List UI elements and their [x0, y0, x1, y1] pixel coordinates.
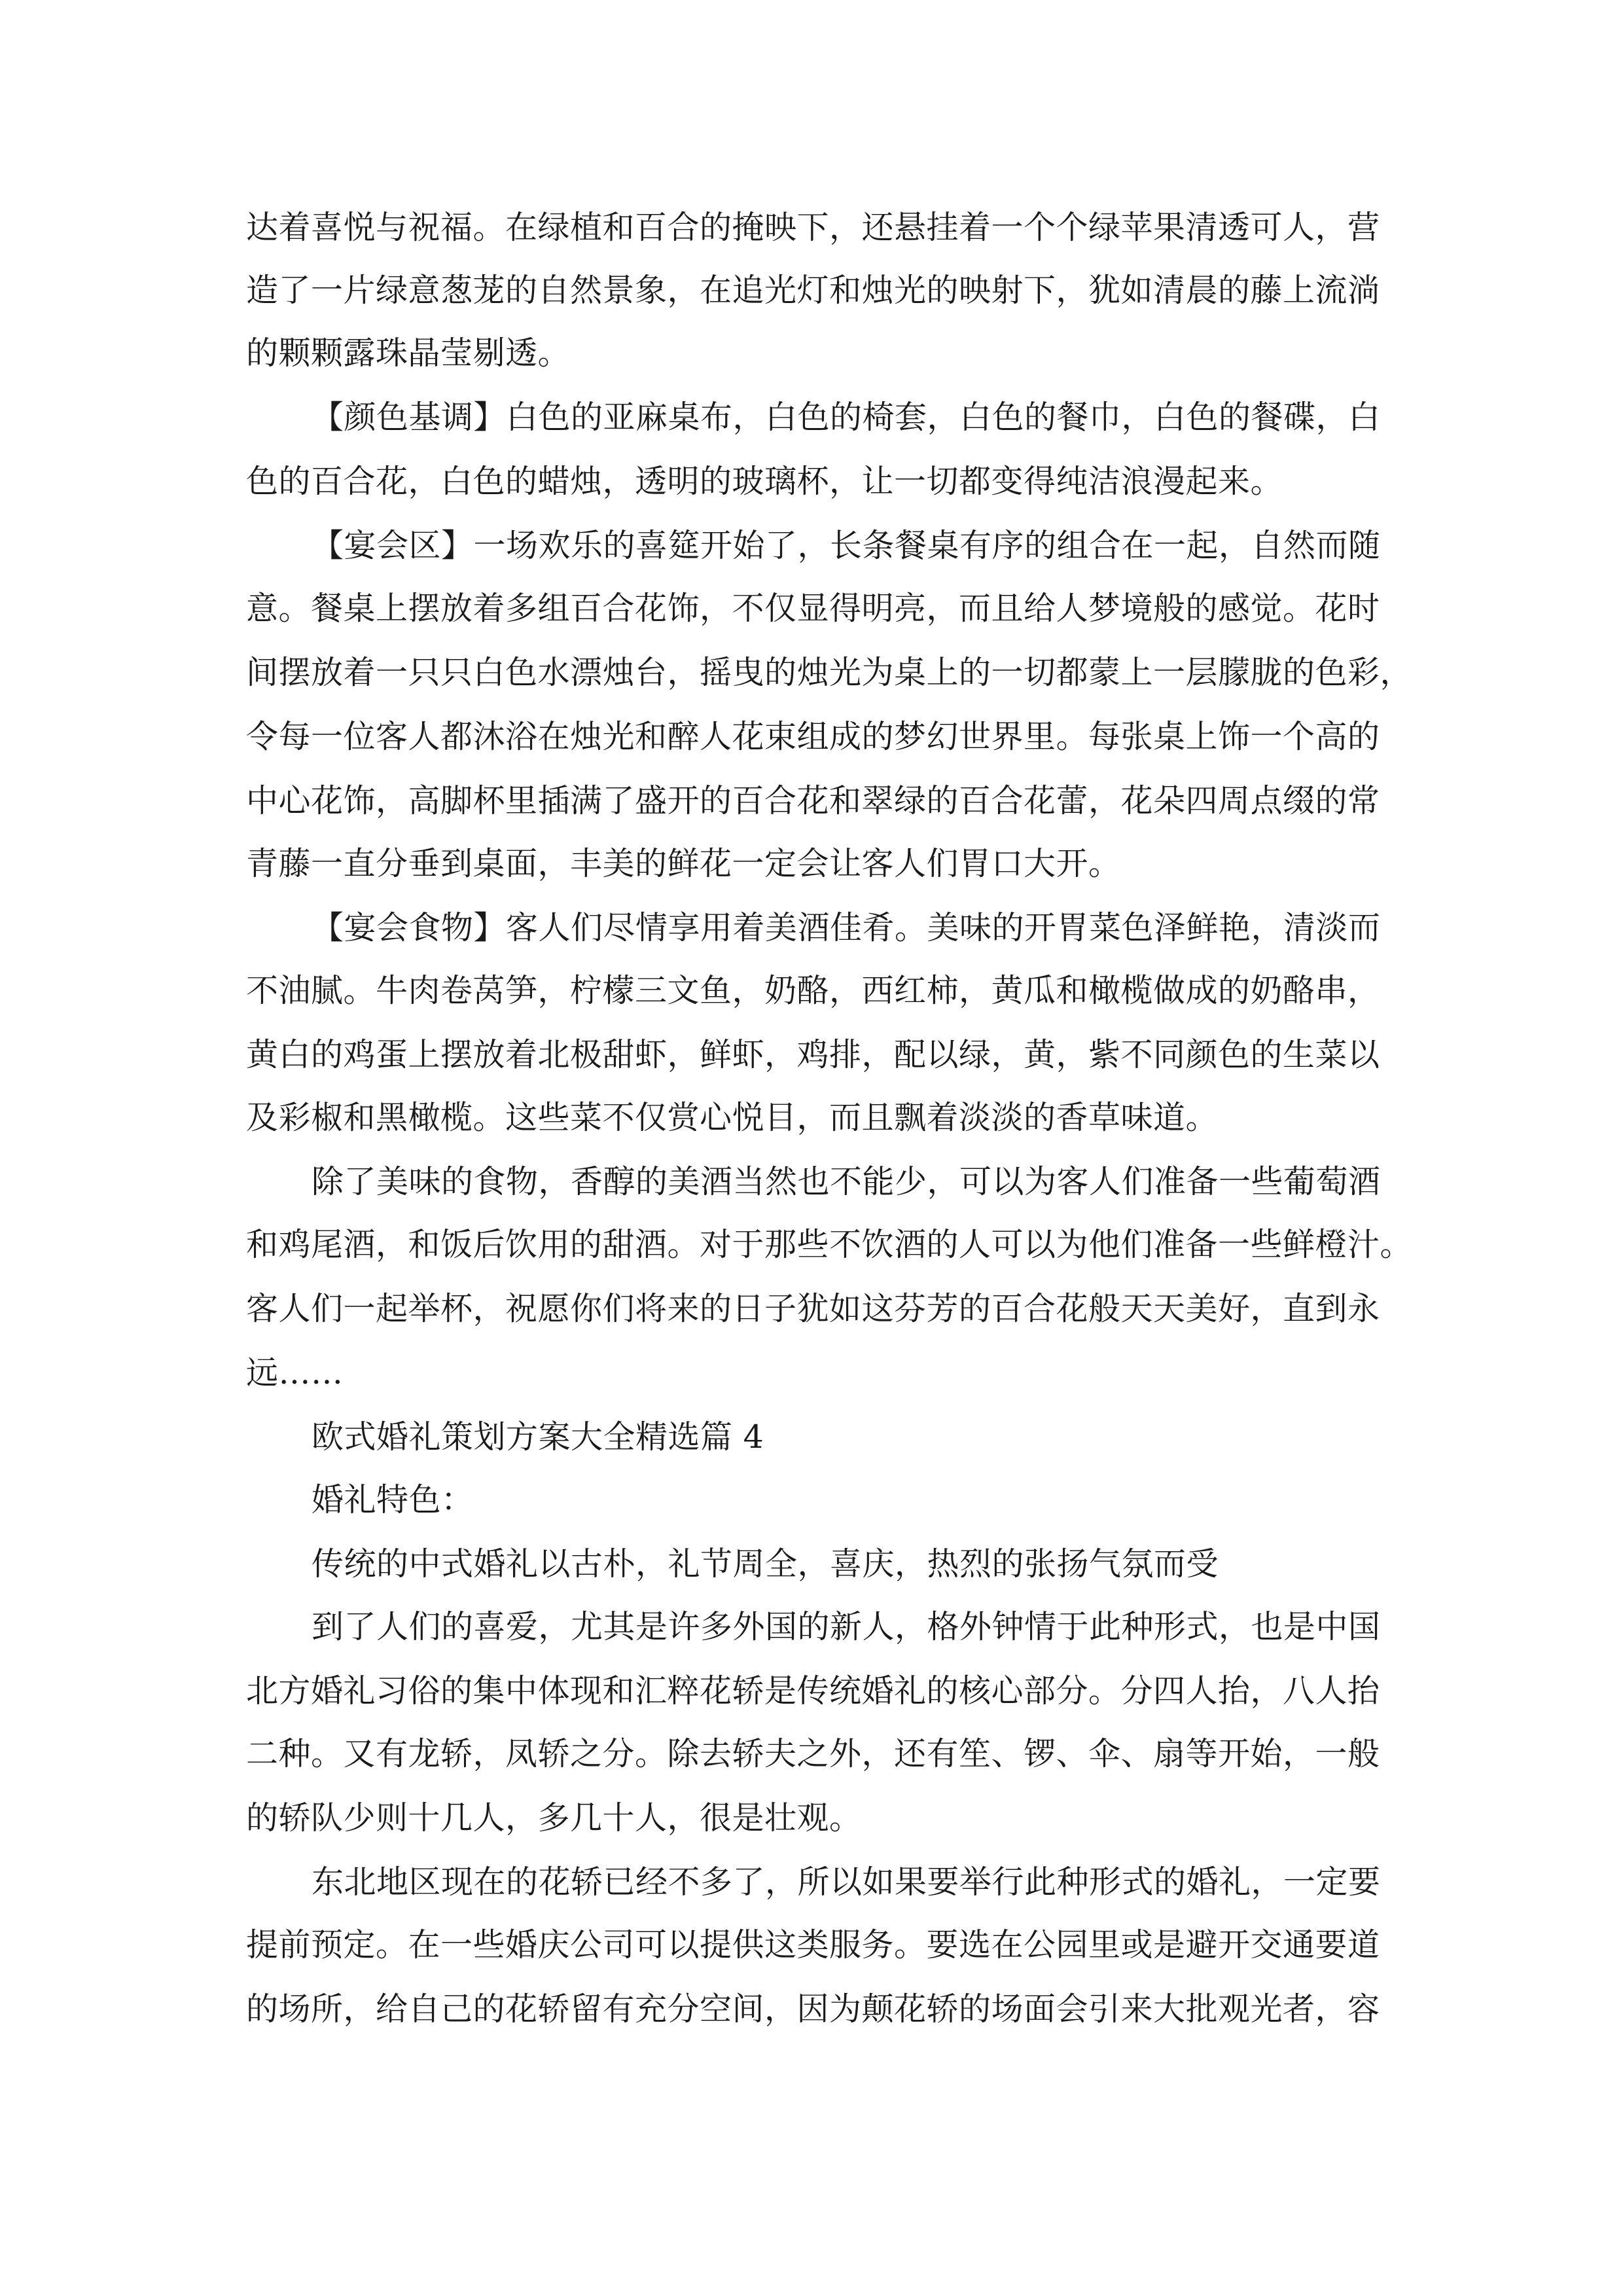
text-line: 黄白的鸡蛋上摆放着北极甜虾，鲜虾，鸡排，配以绿，黄，紫不同颜色的生菜以	[246, 1036, 1380, 1073]
text-line: 令每一位客人都沐浴在烛光和醉人花束组成的梦幻世界里。每张桌上饰一个高的	[246, 718, 1380, 755]
text-line: 【宴会区】一场欢乐的喜筵开始了，长条餐桌有序的组合在一起，自然而随	[312, 527, 1381, 564]
text-line: 远……	[246, 1354, 344, 1391]
text-line: 除了美味的食物，香醇的美酒当然也不能少，可以为客人们准备一些葡萄酒	[312, 1163, 1381, 1200]
text-line: 达着喜悦与祝福。在绿植和百合的掩映下，还悬挂着一个个绿苹果清透可人，营	[246, 209, 1380, 246]
text-line: 【颜色基调】白色的亚麻桌布，白色的椅套，白色的餐巾，白色的餐碟，白	[312, 399, 1381, 436]
text-line: 提前预定。在一些婚庆公司可以提供这类服务。要选在公园里或是避开交通要道	[246, 1926, 1380, 1964]
text-line: 中心花饰，高脚杯里插满了盛开的百合花和翠绿的百合花蕾，花朵四周点缀的常	[246, 782, 1380, 819]
text-line: 间摆放着一只只白色水漂烛台，摇曳的烛光为桌上的一切都蒙上一层朦胧的色彩，	[246, 654, 1413, 691]
text-line: 婚礼特色：	[312, 1481, 474, 1518]
text-line: 和鸡尾酒，和饭后饮用的甜酒。对于那些不饮酒的人可以为他们准备一些鲜橙汁。	[246, 1226, 1413, 1263]
text-line: 的场所，给自己的花轿留有充分空间，因为颠花轿的场面会引来大批观光者，容	[246, 1990, 1380, 2028]
text-line: 东北地区现在的花轿已经不多了，所以如果要举行此种形式的婚礼，一定要	[312, 1863, 1381, 1901]
text-line: 造了一片绿意葱茏的自然景象，在追光灯和烛光的映射下，犹如清晨的藤上流淌	[246, 272, 1380, 309]
text-line: 到了人们的喜爱，尤其是许多外国的新人，格外钟情于此种形式，也是中国	[312, 1608, 1381, 1645]
text-line: 青藤一直分垂到桌面，丰美的鲜花一定会让客人们胃口大开。	[246, 845, 1121, 882]
text-line: 的颗颗露珠晶莹剔透。	[246, 334, 571, 372]
text-line: 传统的中式婚礼以古朴，礼节周全，喜庆，热烈的张扬气氛而受	[312, 1545, 1219, 1583]
text-line: 【宴会食物】客人们尽情享用着美酒佳肴。美味的开胃菜色泽鲜艳，清淡而	[312, 909, 1381, 946]
section-heading: 欧式婚礼策划方案大全精选篇 4	[312, 1418, 764, 1456]
text-line: 北方婚礼习俗的集中体现和汇粹花轿是传统婚礼的核心部分。分四人抬，八人抬	[246, 1672, 1380, 1710]
text-line: 色的百合花，白色的蜡烛，透明的玻璃杯，让一切都变得纯洁浪漫起来。	[246, 463, 1283, 500]
text-line: 客人们一起举杯，祝愿你们将来的日子犹如这芬芳的百合花般天天美好，直到永	[246, 1290, 1380, 1327]
text-line: 意。餐桌上摆放着多组百合花饰，不仅显得明亮，而且给人梦境般的感觉。花时	[246, 590, 1380, 627]
text-line: 的轿队少则十几人，多几十人，很是壮观。	[246, 1799, 862, 1837]
text-line: 二种。又有龙轿，凤轿之分。除去轿夫之外，还有笙、锣、伞、扇等开始，一般	[246, 1735, 1380, 1772]
text-line: 及彩椒和黑橄榄。这些菜不仅赏心悦目，而且飘着淡淡的香草味道。	[246, 1099, 1219, 1136]
text-line: 不油腻。牛肉卷莴笋，柠檬三文鱼，奶酪，西红柿，黄瓜和橄榄做成的奶酪串，	[246, 972, 1380, 1009]
